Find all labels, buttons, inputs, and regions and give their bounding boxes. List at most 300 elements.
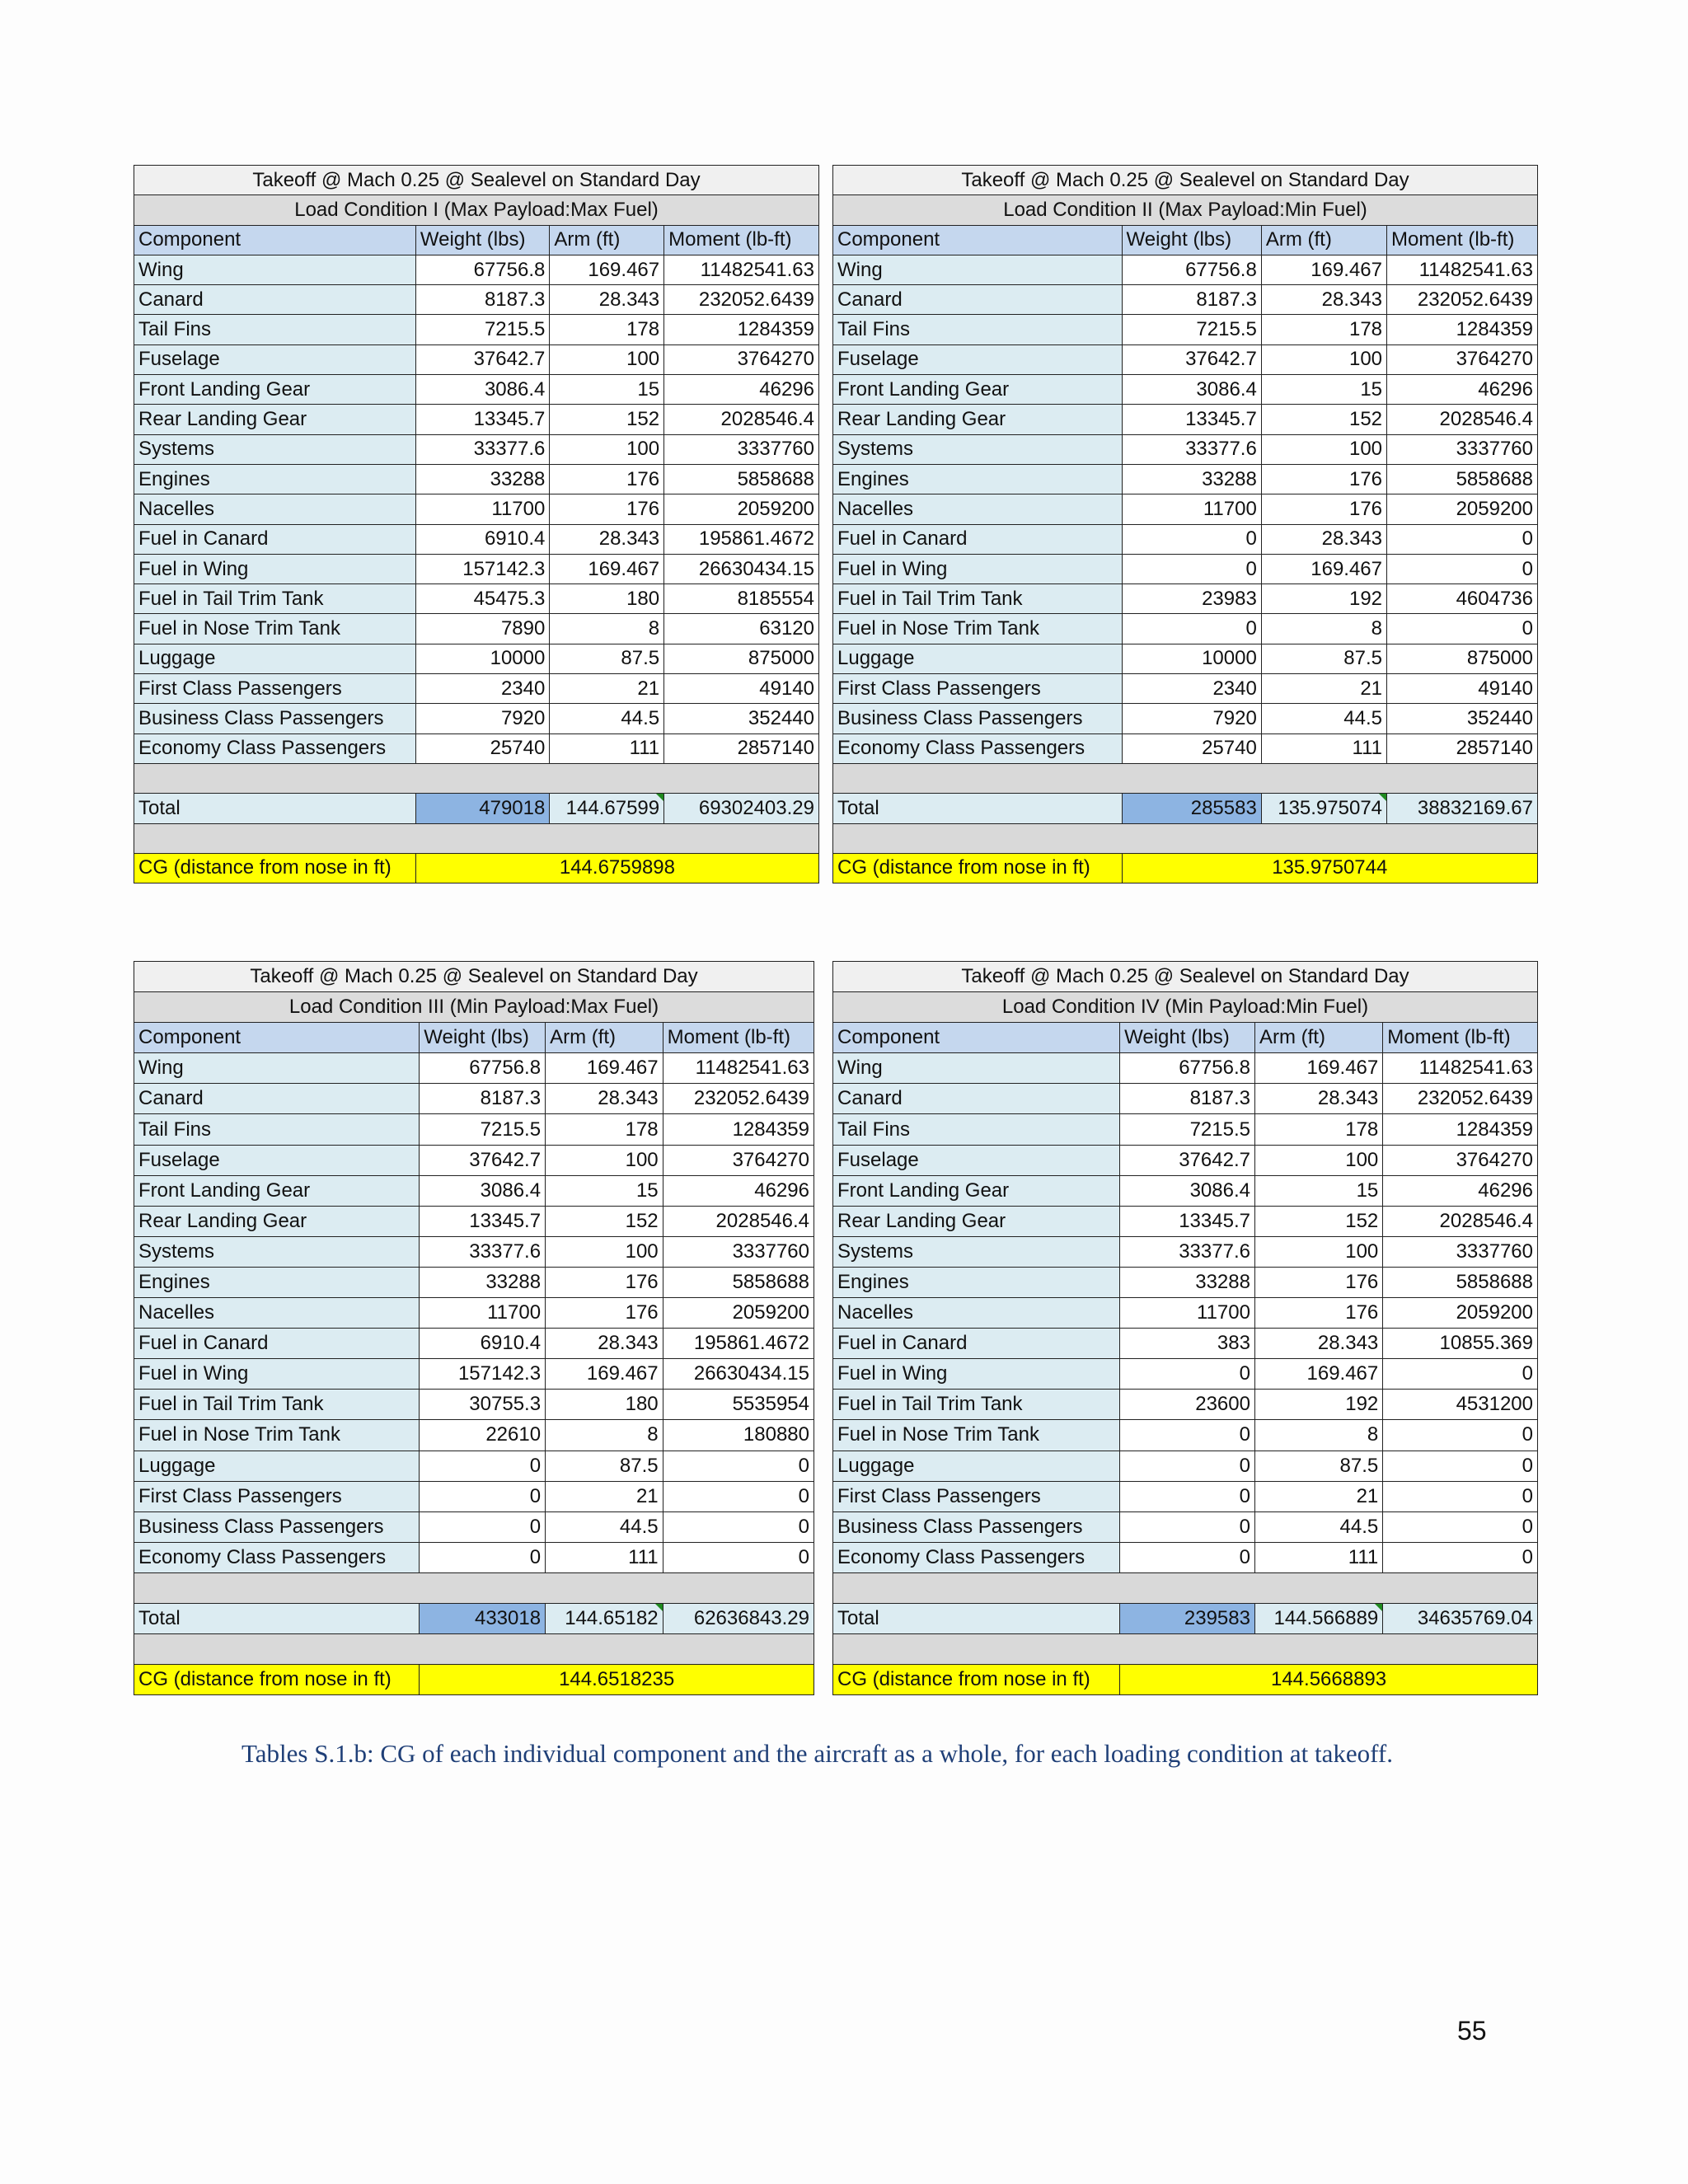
table-row — [134, 1451, 814, 1481]
cg-row — [833, 1665, 1538, 1695]
value-cell: 33288 — [1120, 1267, 1255, 1297]
value-cell: 195861.4672 — [663, 1329, 814, 1359]
table-row — [833, 494, 1538, 524]
table-row — [134, 1053, 814, 1084]
component-name-cell: Engines — [134, 464, 416, 494]
component-name-cell: Canard — [833, 1084, 1120, 1114]
table-caption: Tables S.1.b: CG of each individual component and the aircraft as a whole, for each loading condition at takeoff. — [241, 1739, 1393, 1768]
table-row — [134, 1481, 814, 1511]
component-name-cell: Systems — [833, 1236, 1120, 1267]
value-cell: 67756.8 — [1122, 255, 1261, 284]
value-cell: 11482541.63 — [1387, 255, 1538, 284]
table-row — [833, 1451, 1538, 1481]
value-cell: 383 — [1120, 1329, 1255, 1359]
spacer-row — [134, 763, 819, 793]
value-cell: 192 — [1261, 584, 1386, 614]
component-name-cell: Economy Class Passengers — [833, 1542, 1120, 1572]
load-condition-1-table — [134, 165, 819, 883]
value-cell: 26630434.15 — [663, 1359, 814, 1390]
cg-value: 144.5668893 — [1120, 1665, 1538, 1695]
value-cell: 3086.4 — [1122, 375, 1261, 405]
table-row — [833, 1420, 1538, 1451]
table-row — [134, 1390, 814, 1420]
column-header-row — [134, 1023, 814, 1053]
table-row — [833, 464, 1538, 494]
table-row — [833, 1390, 1538, 1420]
table-title: Takeoff @ Mach 0.25 @ Sealevel on Standard Day — [833, 962, 1538, 992]
value-cell: 0 — [663, 1481, 814, 1511]
value-cell: 44.5 — [550, 704, 664, 733]
table-row — [134, 704, 819, 733]
component-name-cell: Fuel in Tail Trim Tank — [833, 1390, 1120, 1420]
table-row — [833, 1267, 1538, 1297]
component-name-cell: Fuel in Nose Trim Tank — [134, 1420, 420, 1451]
value-cell: 2028546.4 — [1387, 405, 1538, 434]
component-name-cell: Fuel in Wing — [134, 554, 416, 583]
table-row — [134, 315, 819, 344]
value-cell: 8185554 — [664, 584, 819, 614]
cg-value: 135.9750744 — [1122, 853, 1537, 883]
component-name-cell: Systems — [833, 434, 1123, 464]
value-cell: 13345.7 — [415, 405, 549, 434]
value-cell: 0 — [1120, 1511, 1255, 1542]
cg-row — [134, 853, 819, 883]
load-condition-2-table — [832, 165, 1538, 883]
table-row — [134, 494, 819, 524]
value-cell: 37642.7 — [415, 344, 549, 374]
table-row — [833, 1053, 1538, 1084]
value-cell: 100 — [546, 1145, 663, 1175]
component-name-cell: Economy Class Passengers — [134, 733, 416, 763]
value-cell: 28.343 — [546, 1084, 663, 1114]
value-cell: 67756.8 — [415, 255, 549, 284]
value-cell: 2059200 — [664, 494, 819, 524]
value-cell: 7890 — [415, 614, 549, 644]
cg-row — [134, 1665, 814, 1695]
value-cell: 100 — [550, 434, 664, 464]
value-cell: 178 — [550, 315, 664, 344]
table-row — [833, 344, 1538, 374]
value-cell: 33377.6 — [1122, 434, 1261, 464]
value-cell: 33377.6 — [1120, 1236, 1255, 1267]
value-cell: 157142.3 — [415, 554, 549, 583]
table-row — [134, 1084, 814, 1114]
value-cell: 33288 — [415, 464, 549, 494]
load-condition-4-table — [832, 961, 1538, 1695]
table-row — [134, 1542, 814, 1572]
table-row — [833, 554, 1538, 583]
spacer-row — [134, 823, 819, 853]
column-header: Weight (lbs) — [1120, 1023, 1255, 1053]
total-arm: 144.67599 — [550, 794, 664, 823]
table-row — [134, 285, 819, 315]
value-cell: 2340 — [1122, 674, 1261, 704]
value-cell: 169.467 — [1261, 554, 1386, 583]
value-cell: 67756.8 — [1120, 1053, 1255, 1084]
table-title: Takeoff @ Mach 0.25 @ Sealevel on Standard Day — [134, 166, 819, 195]
table-row — [134, 1298, 814, 1329]
value-cell: 46296 — [1387, 375, 1538, 405]
value-cell: 2059200 — [1387, 494, 1538, 524]
value-cell: 2059200 — [1383, 1298, 1538, 1329]
value-cell: 7215.5 — [420, 1114, 546, 1145]
value-cell: 44.5 — [546, 1511, 663, 1542]
value-cell: 63120 — [664, 614, 819, 644]
component-name-cell: Front Landing Gear — [134, 375, 416, 405]
value-cell: 7215.5 — [1122, 315, 1261, 344]
spacer-row — [134, 1634, 814, 1665]
value-cell: 3764270 — [664, 344, 819, 374]
value-cell: 11482541.63 — [664, 255, 819, 284]
table-row — [833, 674, 1538, 704]
spacer-cell — [134, 1634, 814, 1665]
value-cell: 875000 — [1387, 644, 1538, 673]
value-cell: 169.467 — [1261, 255, 1386, 284]
value-cell: 0 — [1120, 1420, 1255, 1451]
table-row — [833, 614, 1538, 644]
value-cell: 33377.6 — [415, 434, 549, 464]
value-cell: 1284359 — [663, 1114, 814, 1145]
value-cell: 3337760 — [663, 1236, 814, 1267]
value-cell: 0 — [1120, 1359, 1255, 1390]
value-cell: 100 — [1261, 344, 1386, 374]
table-row — [134, 1511, 814, 1542]
value-cell: 8 — [1254, 1420, 1382, 1451]
component-name-cell: Nacelles — [833, 494, 1123, 524]
component-name-cell: Canard — [134, 285, 416, 315]
value-cell: 0 — [1383, 1542, 1538, 1572]
total-arm: 144.65182 — [546, 1603, 663, 1633]
spacer-cell — [833, 763, 1538, 793]
value-cell: 152 — [550, 405, 664, 434]
value-cell: 8 — [550, 614, 664, 644]
value-cell: 37642.7 — [1120, 1145, 1255, 1175]
component-name-cell: Wing — [134, 1053, 420, 1084]
value-cell: 4604736 — [1387, 584, 1538, 614]
table-row — [134, 554, 819, 583]
value-cell: 11700 — [1120, 1298, 1255, 1329]
value-cell: 1284359 — [1387, 315, 1538, 344]
table-row — [833, 1359, 1538, 1390]
component-name-cell: First Class Passengers — [134, 674, 416, 704]
table-row — [833, 1236, 1538, 1267]
value-cell: 8 — [546, 1420, 663, 1451]
value-cell: 8187.3 — [420, 1084, 546, 1114]
value-cell: 176 — [1261, 464, 1386, 494]
value-cell: 5858688 — [1383, 1267, 1538, 1297]
value-cell: 0 — [1120, 1451, 1255, 1481]
value-cell: 15 — [1254, 1175, 1382, 1206]
table-row — [134, 1175, 814, 1206]
table-row — [833, 644, 1538, 673]
table-row — [134, 375, 819, 405]
table-title-row — [134, 166, 819, 195]
table-row — [833, 405, 1538, 434]
value-cell: 180 — [546, 1390, 663, 1420]
page-number: 55 — [1457, 2016, 1487, 2046]
component-name-cell: Fuel in Tail Trim Tank — [833, 584, 1123, 614]
load-condition-title: Load Condition IV (Min Payload:Min Fuel) — [833, 992, 1538, 1023]
table-row — [833, 733, 1538, 763]
component-name-cell: Front Landing Gear — [833, 375, 1123, 405]
value-cell: 0 — [420, 1481, 546, 1511]
total-weight: 285583 — [1122, 794, 1261, 823]
value-cell: 232052.6439 — [663, 1084, 814, 1114]
value-cell: 37642.7 — [1122, 344, 1261, 374]
value-cell: 23600 — [1120, 1390, 1255, 1420]
value-cell: 3086.4 — [415, 375, 549, 405]
component-name-cell: Business Class Passengers — [134, 704, 416, 733]
table-row — [134, 674, 819, 704]
value-cell: 2028546.4 — [1383, 1206, 1538, 1236]
cg-label: CG (distance from nose in ft) — [833, 853, 1123, 883]
value-cell: 180880 — [663, 1420, 814, 1451]
value-cell: 46296 — [663, 1175, 814, 1206]
value-cell: 46296 — [664, 375, 819, 405]
value-cell: 87.5 — [550, 644, 664, 673]
cg-label: CG (distance from nose in ft) — [134, 853, 416, 883]
table-row — [134, 1420, 814, 1451]
value-cell: 5858688 — [663, 1267, 814, 1297]
load-condition-title: Load Condition I (Max Payload:Max Fuel) — [134, 195, 819, 225]
component-name-cell: Engines — [833, 1267, 1120, 1297]
column-header: Arm (ft) — [550, 225, 664, 255]
value-cell: 0 — [1383, 1481, 1538, 1511]
spacer-cell — [134, 823, 819, 853]
value-cell: 176 — [550, 464, 664, 494]
component-name-cell: Front Landing Gear — [134, 1175, 420, 1206]
total-row — [833, 1603, 1538, 1633]
component-name-cell: Fuel in Canard — [833, 1329, 1120, 1359]
value-cell: 10000 — [415, 644, 549, 673]
value-cell: 8187.3 — [1120, 1084, 1255, 1114]
value-cell: 0 — [1122, 554, 1261, 583]
cg-label: CG (distance from nose in ft) — [833, 1665, 1120, 1695]
column-header: Component — [134, 1023, 420, 1053]
value-cell: 169.467 — [550, 255, 664, 284]
table-row — [833, 1084, 1538, 1114]
table-row — [134, 1114, 814, 1145]
table-row — [134, 1236, 814, 1267]
load-condition-title: Load Condition III (Min Payload:Max Fuel) — [134, 992, 814, 1023]
component-name-cell: Fuel in Nose Trim Tank — [833, 614, 1123, 644]
total-moment: 62636843.29 — [663, 1603, 814, 1633]
value-cell: 3086.4 — [420, 1175, 546, 1206]
value-cell: 2059200 — [663, 1298, 814, 1329]
component-name-cell: Systems — [134, 1236, 420, 1267]
value-cell: 0 — [1387, 554, 1538, 583]
value-cell: 33288 — [420, 1267, 546, 1297]
table-row — [833, 1206, 1538, 1236]
table-row — [833, 1114, 1538, 1145]
value-cell: 33377.6 — [420, 1236, 546, 1267]
total-moment: 38832169.67 — [1387, 794, 1538, 823]
component-name-cell: Engines — [134, 1267, 420, 1297]
value-cell: 176 — [1254, 1298, 1382, 1329]
value-cell: 8187.3 — [1122, 285, 1261, 315]
value-cell: 11700 — [1122, 494, 1261, 524]
component-name-cell: Wing — [833, 255, 1123, 284]
value-cell: 0 — [1387, 614, 1538, 644]
component-name-cell: Tail Fins — [134, 315, 416, 344]
table-row — [833, 524, 1538, 554]
value-cell: 169.467 — [1254, 1053, 1382, 1084]
value-cell: 22610 — [420, 1420, 546, 1451]
cg-value: 144.6759898 — [415, 853, 818, 883]
value-cell: 8 — [1261, 614, 1386, 644]
total-weight: 433018 — [420, 1603, 546, 1633]
component-name-cell: Fuselage — [134, 344, 416, 374]
component-name-cell: Fuselage — [833, 344, 1123, 374]
value-cell: 178 — [546, 1114, 663, 1145]
column-header-row — [833, 1023, 1538, 1053]
component-name-cell: Business Class Passengers — [833, 704, 1123, 733]
component-name-cell: Fuel in Nose Trim Tank — [134, 614, 416, 644]
column-header: Arm (ft) — [546, 1023, 663, 1053]
value-cell: 0 — [420, 1542, 546, 1572]
value-cell: 180 — [550, 584, 664, 614]
column-header: Arm (ft) — [1254, 1023, 1382, 1053]
value-cell: 2857140 — [664, 733, 819, 763]
value-cell: 3337760 — [1387, 434, 1538, 464]
value-cell: 3764270 — [1387, 344, 1538, 374]
total-moment: 69302403.29 — [664, 794, 819, 823]
table-row — [134, 1329, 814, 1359]
spacer-row — [833, 1634, 1538, 1665]
load-condition-title: Load Condition II (Max Payload:Min Fuel) — [833, 195, 1538, 225]
value-cell: 100 — [550, 344, 664, 374]
value-cell: 21 — [550, 674, 664, 704]
component-name-cell: First Class Passengers — [833, 674, 1123, 704]
value-cell: 1284359 — [664, 315, 819, 344]
column-header: Weight (lbs) — [420, 1023, 546, 1053]
value-cell: 37642.7 — [420, 1145, 546, 1175]
total-row — [134, 794, 819, 823]
component-name-cell: Luggage — [134, 1451, 420, 1481]
table-row — [134, 405, 819, 434]
component-name-cell: Nacelles — [833, 1298, 1120, 1329]
load-condition-3-table — [134, 961, 814, 1695]
total-label: Total — [134, 794, 416, 823]
value-cell: 2857140 — [1387, 733, 1538, 763]
table-row — [134, 614, 819, 644]
value-cell: 5858688 — [664, 464, 819, 494]
value-cell: 100 — [546, 1236, 663, 1267]
value-cell: 4531200 — [1383, 1390, 1538, 1420]
value-cell: 11700 — [415, 494, 549, 524]
component-name-cell: First Class Passengers — [134, 1481, 420, 1511]
load-condition-row — [833, 992, 1538, 1023]
column-header: Component — [833, 225, 1123, 255]
table-row — [134, 344, 819, 374]
component-name-cell: Economy Class Passengers — [134, 1542, 420, 1572]
value-cell: 169.467 — [550, 554, 664, 583]
value-cell: 0 — [420, 1451, 546, 1481]
component-name-cell: Rear Landing Gear — [833, 1206, 1120, 1236]
table-title: Takeoff @ Mach 0.25 @ Sealevel on Standard Day — [134, 962, 814, 992]
component-name-cell: Wing — [833, 1053, 1120, 1084]
column-header: Moment (lb-ft) — [1387, 225, 1538, 255]
component-name-cell: Tail Fins — [833, 315, 1123, 344]
component-name-cell: Fuselage — [134, 1145, 420, 1175]
value-cell: 21 — [546, 1481, 663, 1511]
value-cell: 111 — [1261, 733, 1386, 763]
value-cell: 192 — [1254, 1390, 1382, 1420]
table-row — [134, 584, 819, 614]
component-name-cell: Nacelles — [134, 1298, 420, 1329]
value-cell: 178 — [1261, 315, 1386, 344]
value-cell: 232052.6439 — [1383, 1084, 1538, 1114]
spacer-row — [833, 1572, 1538, 1603]
component-name-cell: Business Class Passengers — [833, 1511, 1120, 1542]
value-cell: 67756.8 — [420, 1053, 546, 1084]
value-cell: 44.5 — [1261, 704, 1386, 733]
total-label: Total — [833, 794, 1123, 823]
table-row — [833, 1481, 1538, 1511]
total-weight: 479018 — [415, 794, 549, 823]
value-cell: 0 — [1383, 1359, 1538, 1390]
component-name-cell: Tail Fins — [833, 1114, 1120, 1145]
value-cell: 0 — [663, 1451, 814, 1481]
value-cell: 0 — [1120, 1542, 1255, 1572]
value-cell: 176 — [1254, 1267, 1382, 1297]
value-cell: 0 — [1383, 1420, 1538, 1451]
value-cell: 3764270 — [1383, 1145, 1538, 1175]
table-row — [833, 1511, 1538, 1542]
table-row — [833, 1298, 1538, 1329]
value-cell: 49140 — [1387, 674, 1538, 704]
component-name-cell: Business Class Passengers — [134, 1511, 420, 1542]
table-title: Takeoff @ Mach 0.25 @ Sealevel on Standard Day — [833, 166, 1538, 195]
value-cell: 875000 — [664, 644, 819, 673]
value-cell: 28.343 — [550, 524, 664, 554]
table-row — [833, 375, 1538, 405]
value-cell: 111 — [1254, 1542, 1382, 1572]
value-cell: 152 — [1254, 1206, 1382, 1236]
load-condition-row — [134, 992, 814, 1023]
column-header: Moment (lb-ft) — [664, 225, 819, 255]
value-cell: 5535954 — [663, 1390, 814, 1420]
cg-label: CG (distance from nose in ft) — [134, 1665, 420, 1695]
component-name-cell: Rear Landing Gear — [833, 405, 1123, 434]
table-row — [833, 255, 1538, 284]
component-name-cell: Engines — [833, 464, 1123, 494]
value-cell: 152 — [1261, 405, 1386, 434]
value-cell: 3337760 — [1383, 1236, 1538, 1267]
column-header: Arm (ft) — [1261, 225, 1386, 255]
table-row — [134, 733, 819, 763]
column-header-row — [833, 225, 1538, 255]
component-name-cell: Fuel in Wing — [833, 1359, 1120, 1390]
spacer-cell — [833, 1634, 1538, 1665]
component-name-cell: Economy Class Passengers — [833, 733, 1123, 763]
value-cell: 28.343 — [1261, 285, 1386, 315]
component-name-cell: Wing — [134, 255, 416, 284]
value-cell: 3086.4 — [1120, 1175, 1255, 1206]
value-cell: 10000 — [1122, 644, 1261, 673]
value-cell: 10855.369 — [1383, 1329, 1538, 1359]
value-cell: 28.343 — [1254, 1084, 1382, 1114]
value-cell: 0 — [1120, 1481, 1255, 1511]
total-arm: 144.566889 — [1254, 1603, 1382, 1633]
table-title-row — [833, 166, 1538, 195]
component-name-cell: Fuel in Nose Trim Tank — [833, 1420, 1120, 1451]
table-row — [833, 1145, 1538, 1175]
value-cell: 157142.3 — [420, 1359, 546, 1390]
value-cell: 2028546.4 — [664, 405, 819, 434]
value-cell: 0 — [1383, 1451, 1538, 1481]
value-cell: 21 — [1254, 1481, 1382, 1511]
